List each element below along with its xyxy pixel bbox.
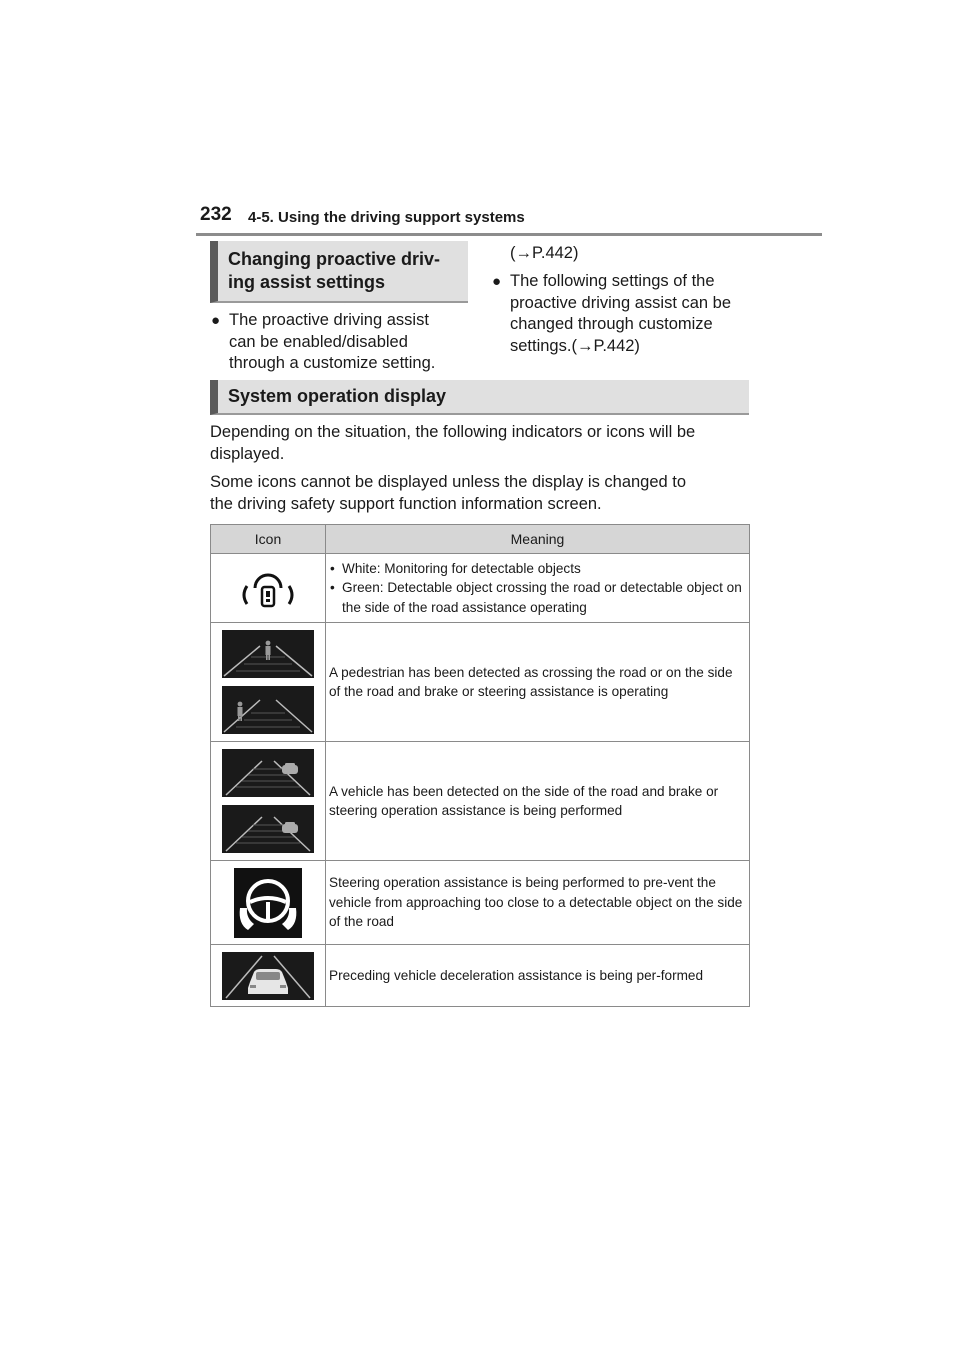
vehicle-roadside-icon-2 (222, 805, 314, 853)
display-heading: System operation display (210, 380, 749, 415)
column-header-meaning: Meaning (326, 525, 750, 554)
steering-assist-icon (234, 868, 302, 938)
bullet-icon: ● (492, 273, 502, 290)
vehicle-roadside-icon-1 (222, 749, 314, 797)
vehicle-detected-icon (211, 749, 325, 853)
table-row: Preceding vehicle deceleration assistance is being per-formed (211, 945, 750, 1007)
object-detection-indicator-icon (238, 566, 298, 610)
table-row: A vehicle has been detected on the side of the road and brake or steering operation assistance is being performed (211, 742, 750, 861)
display-paragraph-2: Some icons cannot be displayed unless the display is changed to the driving safety support function information screen. (210, 473, 687, 513)
page-number: 232 (200, 204, 232, 225)
bullet-icon: ● (211, 312, 221, 329)
pedestrian-detected-icon (211, 630, 325, 734)
table-header-row (211, 525, 750, 554)
preceding-vehicle-deceleration-icon (222, 952, 314, 1000)
settings-heading: Changing proactive driv- ing assist settings (210, 241, 468, 303)
pedestrian-crossing-road-icon (222, 630, 314, 678)
table-row (211, 554, 750, 623)
header-rule (196, 233, 822, 236)
table-row: Steering operation assistance is being performed to pre-vent the vehicle from approaching too close to a detectable object on the side of the road (211, 861, 750, 945)
list-item: • White: Monitoring for detectable objects (329, 559, 743, 579)
table-row: A pedestrian has been detected as crossing the road or on the side of the road and brake or steering assistance is operating (211, 623, 750, 742)
section-title: 4-5. Using the driving support systems (248, 209, 525, 226)
indicator-table (210, 524, 750, 1007)
column-header-icon: Icon (211, 525, 326, 554)
pedestrian-roadside-icon (222, 686, 314, 734)
list-item: • Green: Detectable object crossing the road or detectable object on the side of the road assistance operating (329, 578, 743, 617)
display-paragraph-1: Depending on the situation, the following indicators or icons will be displayed. (210, 423, 696, 463)
meaning-list (329, 559, 743, 618)
